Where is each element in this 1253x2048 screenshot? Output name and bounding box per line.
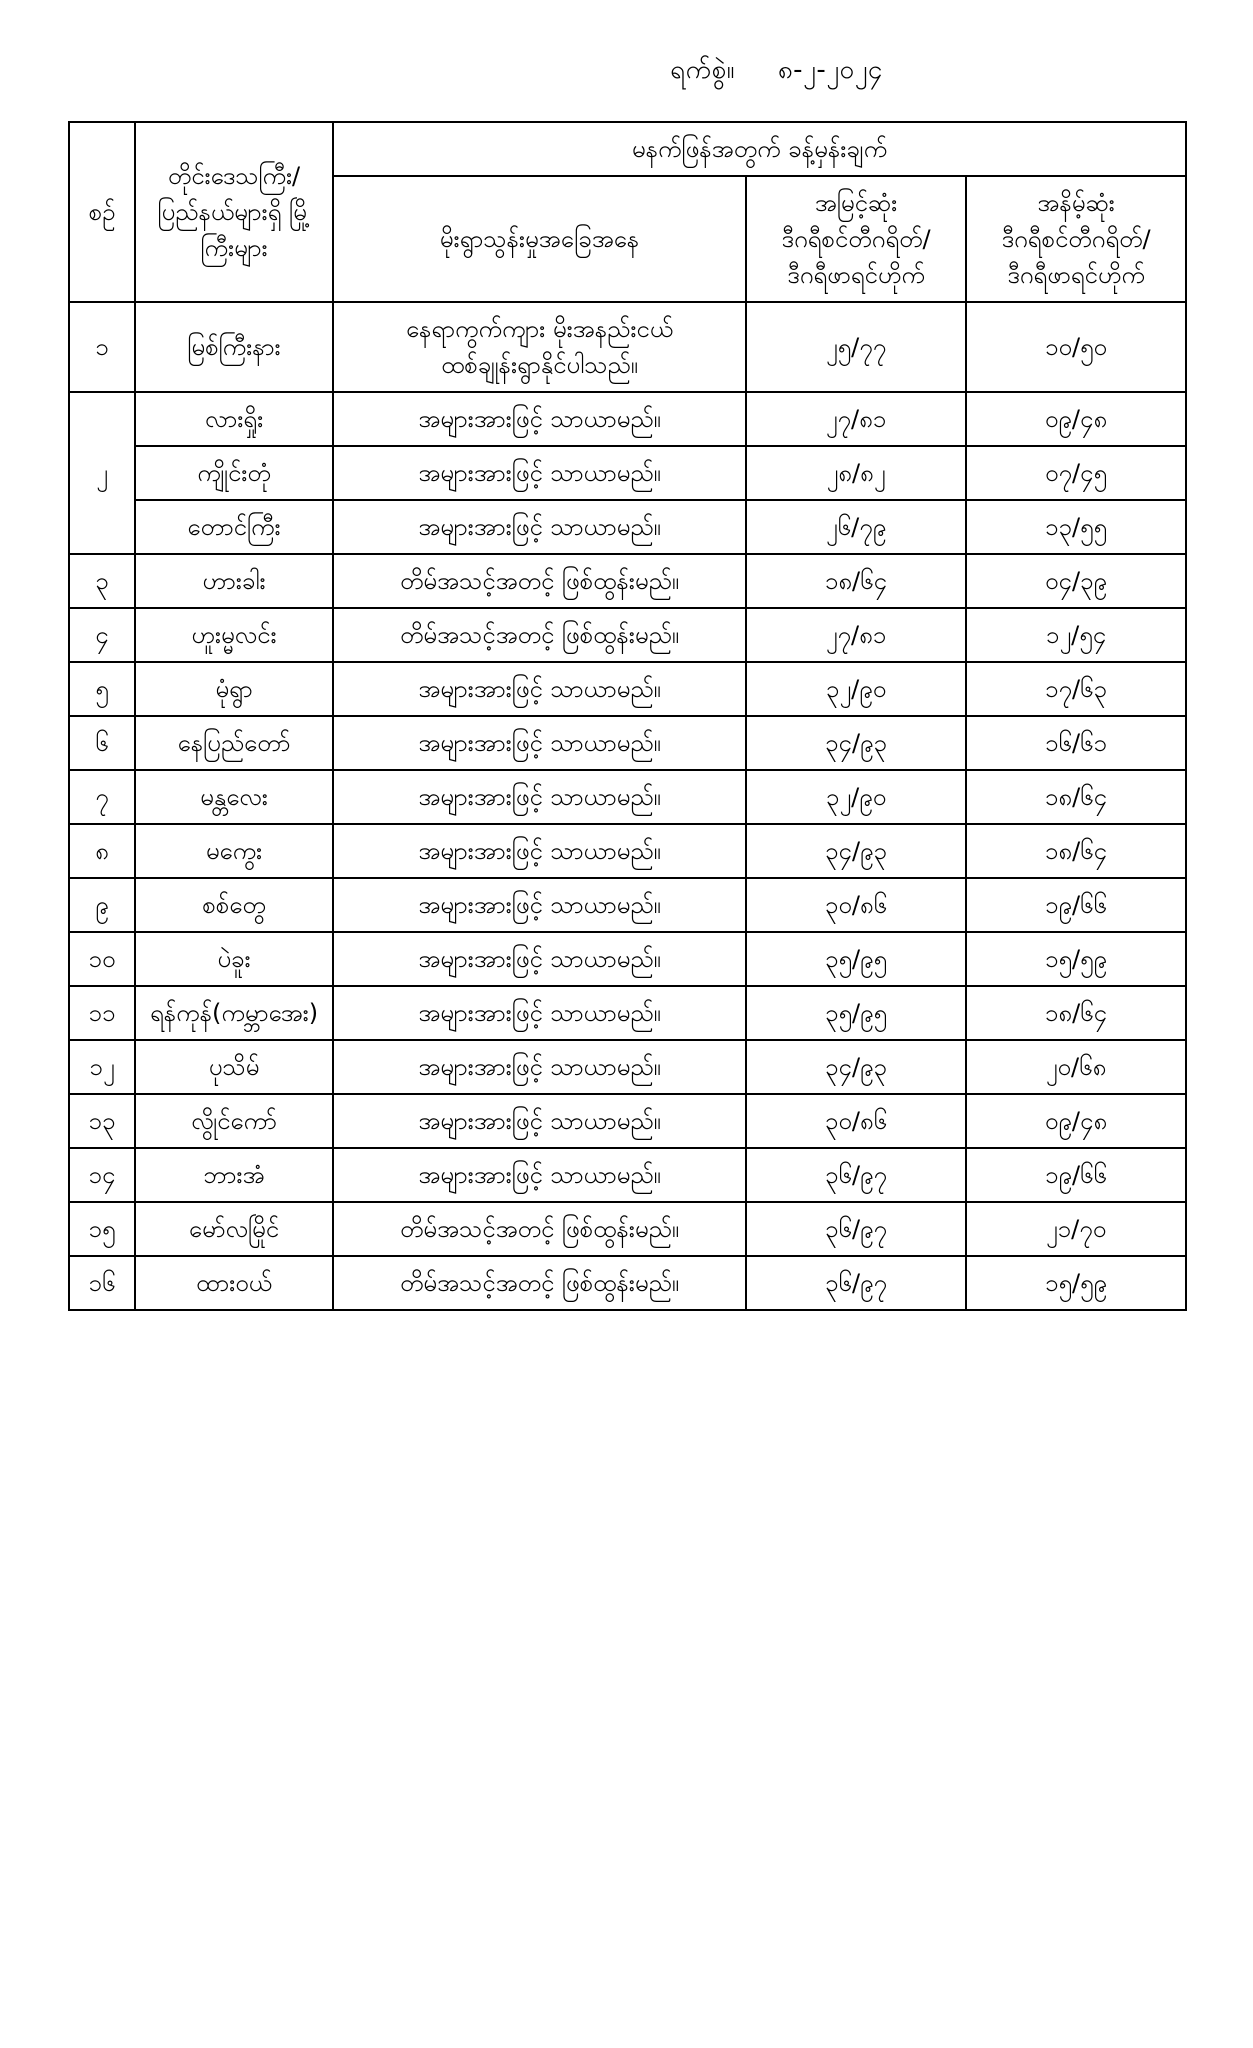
region-cell: ပဲခူး [135,932,333,986]
max-temp-cell: ၁၈/၆၄ [746,554,966,608]
region-cell: မုံရွာ [135,662,333,716]
condition-line-1: အများအားဖြင့် သာယာမည်။ [418,1053,661,1081]
condition-cell [333,554,746,608]
region-cell: မော်လမြိုင် [135,1202,333,1256]
condition-cell [333,302,746,392]
table-row [69,554,1186,608]
min-temp-cell: ၁၈/၆၄ [966,770,1186,824]
min-temp-cell: ၂၀/၆၈ [966,1040,1186,1094]
condition-cell [333,1202,746,1256]
min-temp-cell: ၁၈/၆၄ [966,824,1186,878]
table-row [69,1148,1186,1202]
condition-cell [333,392,746,446]
table-row [69,1094,1186,1148]
column-header-condition: မိုးရွာသွန်းမှုအခြေအနေ [333,176,746,302]
max-temp-cell: ၂၅/၇၇ [746,302,966,392]
max-temp-cell: ၃၅/၉၅ [746,986,966,1040]
region-cell: နေပြည်တော် [135,716,333,770]
condition-line-1: အများအားဖြင့် သာယာမည်။ [418,1107,661,1135]
condition-line-1: အများအားဖြင့် သာယာမည်။ [418,999,661,1027]
min-temp-cell: ၁၈/၆၄ [966,986,1186,1040]
row-number-cell: ၁၀ [69,932,135,986]
min-temp-cell: ၁၀/၅၀ [966,302,1186,392]
min-temp-line-3: ဒီဂရီဖာရင်ဟိုက် [1007,261,1145,289]
table-row [69,1202,1186,1256]
table-row [69,302,1186,392]
table-body [69,302,1186,1310]
condition-cell [333,1148,746,1202]
min-temp-cell: ၁၅/၅၉ [966,932,1186,986]
condition-line-1: အများအားဖြင့် သာယာမည်။ [418,783,661,811]
table-row [69,824,1186,878]
min-temp-cell: ၁၃/၅၅ [966,500,1186,554]
row-number-cell: ၇ [69,770,135,824]
min-temp-cell: ၁၆/၆၁ [966,716,1186,770]
row-number-cell: ၄ [69,608,135,662]
date-value: ၈-၂-၂၀၂၄ [777,55,883,85]
max-temp-line-2: ဒီဂရီစင်တီဂရိတ်/ [781,225,931,253]
condition-cell [333,986,746,1040]
row-number-cell: ၆ [69,716,135,770]
condition-line-1: တိမ်အသင့်အတင့် ဖြစ်ထွန်းမည်။ [399,621,680,649]
min-temp-cell: ၀၄/၃၉ [966,554,1186,608]
max-temp-cell: ၂၇/၈၁ [746,392,966,446]
row-number-cell: ၂ [69,392,135,554]
max-temp-cell: ၃၆/၉၇ [746,1148,966,1202]
max-temp-cell: ၃၂/၉၀ [746,662,966,716]
table-row [69,500,1186,554]
max-temp-cell: ၃၅/၉၅ [746,932,966,986]
condition-line-1: တိမ်အသင့်အတင့် ဖြစ်ထွန်းမည်။ [399,1215,680,1243]
min-temp-cell: ၁၉/၆၆ [966,1148,1186,1202]
condition-line-1: အများအားဖြင့် သာယာမည်။ [418,837,661,865]
header-row-1 [69,122,1186,176]
condition-cell [333,446,746,500]
table-row [69,1256,1186,1310]
condition-line-1: အများအားဖြင့် သာယာမည်။ [418,513,661,541]
min-temp-line-1: အနိမ့်ဆုံး [1037,189,1115,217]
max-temp-cell: ၃၀/၈၆ [746,878,966,932]
row-number-cell: ၅ [69,662,135,716]
min-temp-cell: ၀၇/၄၅ [966,446,1186,500]
condition-line-1: အများအားဖြင့် သာယာမည်။ [418,1161,661,1189]
region-cell: ဟားခါး [135,554,333,608]
condition-line-1: အများအားဖြင့် သာယာမည်။ [418,675,661,703]
condition-cell [333,716,746,770]
region-cell: ကျိုင်းတုံ [135,446,333,500]
region-cell: စစ်တွေ [135,878,333,932]
min-temp-cell: ၁၅/၅၉ [966,1256,1186,1310]
table-row [69,1040,1186,1094]
region-cell: တောင်ကြီး [135,500,333,554]
table-row [69,878,1186,932]
date-line [68,52,1193,91]
region-cell: လားရှိုး [135,392,333,446]
region-cell: ထားဝယ် [135,1256,333,1310]
max-temp-cell: ၂၆/၇၉ [746,500,966,554]
row-number-cell: ၁၁ [69,986,135,1040]
date-label: ရက်စွဲ။ [670,55,736,85]
region-cell: မကွေး [135,824,333,878]
max-temp-cell: ၂၈/၈၂ [746,446,966,500]
table-row [69,392,1186,446]
condition-line-1: အများအားဖြင့် သာယာမည်။ [418,459,661,487]
condition-line-1: နေရာကွက်ကျား မိုးအနည်းငယ် [405,315,674,343]
table-row [69,770,1186,824]
condition-cell [333,878,746,932]
table-row [69,608,1186,662]
condition-cell [333,932,746,986]
row-number-cell: ၁၂ [69,1040,135,1094]
row-number-cell: ၁၃ [69,1094,135,1148]
table-row [69,986,1186,1040]
row-number-cell: ၉ [69,878,135,932]
condition-cell [333,1040,746,1094]
row-number-cell: ၈ [69,824,135,878]
row-number-cell: ၁၆ [69,1256,135,1310]
condition-cell [333,500,746,554]
condition-cell [333,1094,746,1148]
region-cell: ရန်ကုန်(ကမ္ဘာအေး) [135,986,333,1040]
region-cell: လွိုင်ကော် [135,1094,333,1148]
max-temp-line-3: ဒီဂရီဖာရင်ဟိုက် [787,261,925,289]
condition-line-1: အများအားဖြင့် သာယာမည်။ [418,405,661,433]
table-row [69,716,1186,770]
column-header-forecast-group: မနက်ဖြန်အတွက် ခန့်မှန်းချက် [333,122,1186,176]
condition-cell [333,824,746,878]
region-cell: မြစ်ကြီးနား [135,302,333,392]
condition-line-1: အများအားဖြင့် သာယာမည်။ [418,729,661,757]
condition-line-1: အများအားဖြင့် သာယာမည်။ [418,891,661,919]
table-row [69,662,1186,716]
column-header-region: တိုင်းဒေသကြီး/ ပြည်နယ်များရှိ မြို့ကြီးများ [135,122,333,302]
max-temp-cell: ၃၄/၉၃ [746,1040,966,1094]
table-row [69,446,1186,500]
region-cell: မန္တလေး [135,770,333,824]
column-header-min-temp [966,176,1186,302]
table-header [69,122,1186,302]
min-temp-cell: ၂၁/၇၀ [966,1202,1186,1256]
max-temp-line-1: အမြင့်ဆုံး [814,189,898,217]
min-temp-cell: ၀၉/၄၈ [966,1094,1186,1148]
row-number-cell: ၃ [69,554,135,608]
condition-line-1: တိမ်အသင့်အတင့် ဖြစ်ထွန်းမည်။ [399,567,680,595]
table-row [69,932,1186,986]
min-temp-line-2: ဒီဂရီစင်တီဂရိတ်/ [1001,225,1151,253]
row-number-cell: ၁၅ [69,1202,135,1256]
weather-forecast-table [68,121,1187,1311]
max-temp-cell: ၃၆/၉၇ [746,1202,966,1256]
condition-line-1: တိမ်အသင့်အတင့် ဖြစ်ထွန်းမည်။ [399,1269,680,1297]
min-temp-cell: ၀၉/၄၈ [966,392,1186,446]
min-temp-cell: ၁၂/၅၄ [966,608,1186,662]
region-cell: ဟူးမ္မလင်း [135,608,333,662]
max-temp-cell: ၃၂/၉၀ [746,770,966,824]
max-temp-cell: ၃၄/၉၃ [746,716,966,770]
condition-line-2: ထစ်ချုန်းရွာနိုင်ပါသည်။ [441,351,638,379]
min-temp-cell: ၁၇/၆၃ [966,662,1186,716]
condition-cell [333,770,746,824]
max-temp-cell: ၂၇/၈၁ [746,608,966,662]
region-cell: ပုသိမ် [135,1040,333,1094]
condition-line-1: အများအားဖြင့် သာယာမည်။ [418,945,661,973]
row-number-cell: ၁၄ [69,1148,135,1202]
max-temp-cell: ၃၄/၉၃ [746,824,966,878]
region-cell: ဘားအံ [135,1148,333,1202]
column-header-no: စဉ် [69,122,135,302]
column-header-max-temp [746,176,966,302]
min-temp-cell: ၁၉/၆၆ [966,878,1186,932]
max-temp-cell: ၃၀/၈၆ [746,1094,966,1148]
row-number-cell: ၁ [69,302,135,392]
condition-cell [333,608,746,662]
condition-cell [333,1256,746,1310]
condition-cell [333,662,746,716]
max-temp-cell: ၃၆/၉၇ [746,1256,966,1310]
